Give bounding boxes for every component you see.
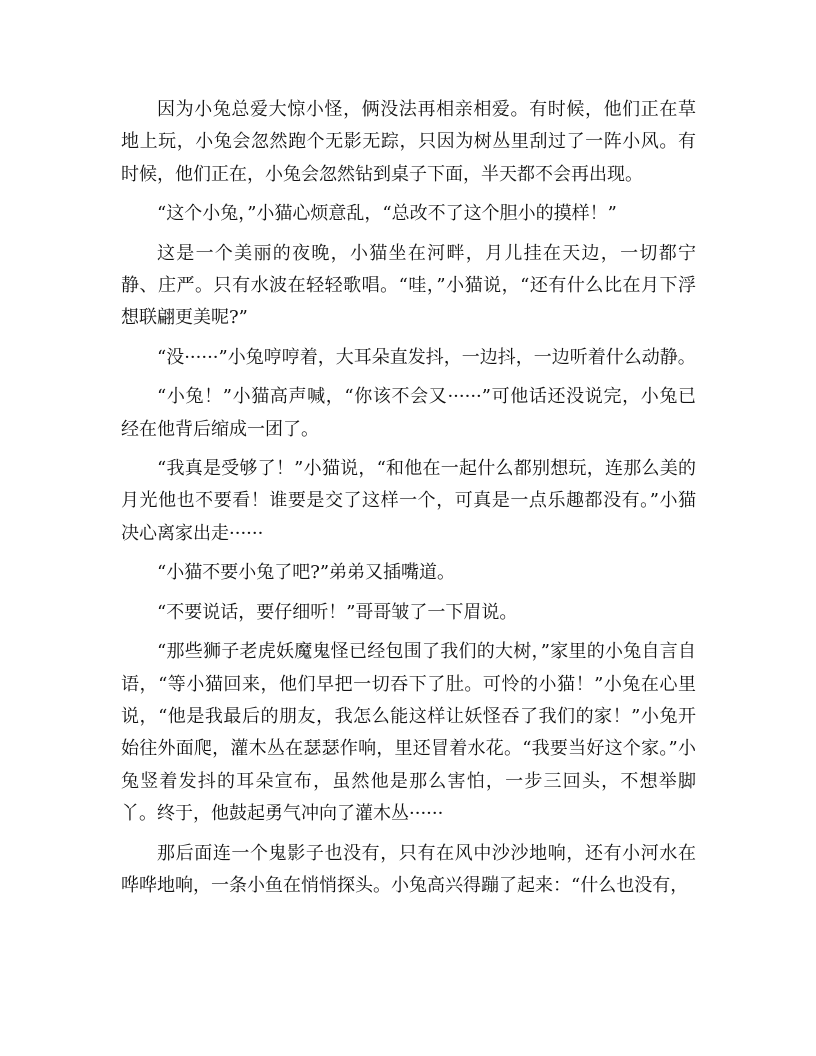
paragraph-10: 那后面连一个鬼影子也没有，只有在风中沙沙地响，还有小河水在哗哗地响，一条小鱼在悄悄探头。小兔高兴得蹦了起来：“什么也没有， <box>121 842 696 896</box>
paragraph-1: 因为小兔总爱大惊小怪，俩没法再相亲相爱。有时候，他们正在草地上玩，小兔会忽然跑个无影无踪，只因为树丛里刮过了一阵小风。有时候，他们正在，小兔会忽然钻到桌子下面，半天都不会再出现。 <box>121 99 696 185</box>
paragraph-8: “不要说话，要仔细听！”哥哥皱了一下眉说。 <box>157 601 518 623</box>
paragraph-9: “那些狮子老虎妖魔鬼怪已经包围了我们的大树，”家里的小兔自言自语，“等小猫回来，他们早把一切吞下了肚。可怜的小猫！”小兔在心里说，“他是我最后的朋友，我怎么能这样让妖怪吞了我们的家！”小兔开始往外面爬，灌木丛在瑟瑟作响，里还冒着水花。“我要当好这个家。”小兔竖着发抖的耳朵宣布，虽然他是那么害怕，一步三回头，不想举脚丫。终于，他鼓起勇气冲向了灌木丛······ <box>121 641 696 825</box>
story-text <box>121 94 696 909</box>
paragraph-4: “没······”小兔哼哼着，大耳朵直发抖，一边抖，一边听着什么动静。 <box>157 346 696 368</box>
paragraph-7: “小猫不要小兔了吧?”弟弟又插嘴道。 <box>157 562 456 584</box>
paragraph-5: “小兔！”小猫高声喊，“你该不会又······”可他话还没说完，小兔已经在他背后缩成一团了。 <box>121 386 696 440</box>
paragraph-3: 这是一个美丽的夜晚，小猫坐在河畔，月儿挂在天边，一切都宁静、庄严。只有水波在轻轻歌唱。“哇，”小猫说，“还有什么比在月下浮想联翩更美呢?” <box>121 242 696 329</box>
paragraph-2: “这个小兔，”小猫心烦意乱，“总改不了这个胆小的摸样！” <box>157 203 617 225</box>
paragraph-6: “我真是受够了！”小猫说，“和他在一起什么都别想玩，连那么美的月光他也不要看！谁要是交了这样一个，可真是一点乐趣都没有。”小猫决心离家出走······ <box>121 458 696 544</box>
